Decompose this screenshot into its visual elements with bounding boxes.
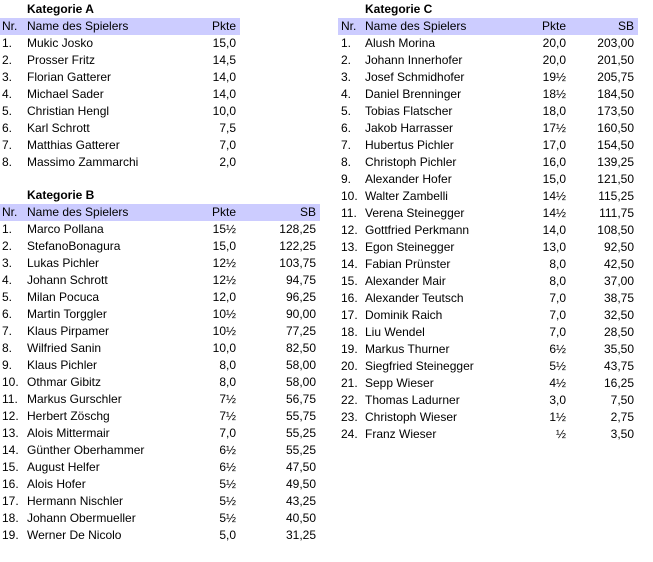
kategorie-c-table [338, 1, 638, 443]
rank-cell: 11. [2, 392, 18, 406]
table-row [338, 358, 638, 375]
player-name-cell: Dominik Raich [365, 308, 443, 322]
table-row [338, 35, 638, 52]
player-name-cell: Lukas Pichler [27, 256, 100, 270]
header-pkte: Pkte [211, 205, 236, 219]
player-name-cell: Markus Thurner [365, 342, 450, 356]
rank-cell: 15. [2, 460, 19, 474]
points-cell: 8,0 [219, 358, 236, 372]
sb-score-cell: 43,25 [285, 494, 316, 508]
table-row [0, 357, 320, 374]
points-cell: 16,0 [542, 155, 566, 169]
header-pkte: Pkte [211, 19, 236, 33]
kategorie-b-header [0, 204, 320, 221]
player-name-cell: Markus Gurschler [27, 392, 122, 406]
table-row [338, 103, 638, 120]
table-row [338, 307, 638, 324]
header-sb: SB [299, 205, 316, 219]
sb-score-cell: 58,00 [285, 375, 316, 389]
rank-cell: 15. [341, 274, 358, 288]
rank-cell: 24. [341, 427, 358, 441]
sb-score-cell: 37,00 [603, 274, 634, 288]
player-name-cell: Christoph Pichler [365, 155, 457, 169]
rank-cell: 5. [2, 104, 13, 118]
player-name-cell: Werner De Nicolo [27, 528, 122, 542]
sb-score-cell: 16,25 [603, 376, 634, 390]
player-name-cell: Milan Pocuca [27, 290, 100, 304]
sb-score-cell: 28,50 [603, 325, 634, 339]
points-cell: 1½ [549, 410, 566, 424]
points-cell: 5½ [219, 494, 236, 508]
points-cell: 15,0 [212, 239, 236, 253]
sb-score-cell: 55,25 [285, 426, 316, 440]
kategorie-b-table [0, 187, 320, 544]
points-cell: 7,5 [219, 121, 236, 135]
header-pkte: Pkte [541, 19, 566, 33]
table-row [0, 272, 320, 289]
sb-score-cell: 205,75 [597, 70, 634, 84]
player-name-cell: Michael Sader [27, 87, 104, 101]
table-row [0, 510, 320, 527]
table-row [338, 222, 638, 239]
player-name-cell: Alois Mittermair [27, 426, 110, 440]
player-name-cell: Fabian Prünster [365, 257, 451, 271]
sb-score-cell: 77,25 [285, 324, 316, 338]
table-row [0, 103, 240, 120]
player-name-cell: Johann Obermueller [27, 511, 136, 525]
rank-cell: 4. [2, 87, 13, 101]
points-cell: 5½ [219, 511, 236, 525]
sb-score-cell: 160,50 [597, 121, 634, 135]
rank-cell: 17. [2, 494, 19, 508]
rank-cell: 7. [341, 138, 352, 152]
points-cell: 10,0 [212, 341, 236, 355]
table-row [0, 323, 320, 340]
table-row [0, 52, 240, 69]
header-name: Name des Spielers [27, 205, 129, 219]
points-cell: 14,0 [542, 223, 566, 237]
sb-score-cell: 56,75 [285, 392, 316, 406]
table-row [0, 69, 240, 86]
player-name-cell: Walter Zambelli [365, 189, 448, 203]
player-name-cell: Josef Schmidhofer [365, 70, 465, 84]
points-cell: 5½ [219, 477, 236, 491]
points-cell: 5,0 [219, 528, 236, 542]
table-row [0, 120, 240, 137]
points-cell: 15½ [212, 222, 236, 236]
rank-cell: 5. [341, 104, 352, 118]
table-row [338, 392, 638, 409]
player-name-cell: Florian Gatterer [27, 70, 112, 84]
points-cell: 6½ [219, 443, 236, 457]
points-cell: 14,0 [212, 70, 236, 84]
points-cell: 14½ [542, 206, 566, 220]
player-name-cell: Karl Schrott [27, 121, 90, 135]
points-cell: 7,0 [549, 291, 566, 305]
rank-cell: 19. [341, 342, 358, 356]
table-row [0, 391, 320, 408]
kategorie-b-title: Kategorie B [27, 188, 95, 202]
table-row [0, 442, 320, 459]
points-cell: 8,0 [549, 257, 566, 271]
sb-score-cell: 7,50 [610, 393, 634, 407]
rank-cell: 1. [341, 36, 352, 50]
table-row [0, 493, 320, 510]
rank-cell: 1. [2, 222, 13, 236]
points-cell: 10½ [212, 324, 236, 338]
sb-score-cell: 40,50 [285, 511, 316, 525]
sb-score-cell: 38,75 [603, 291, 634, 305]
player-name-cell: Hubertus Pichler [365, 138, 454, 152]
sb-score-cell: 108,50 [597, 223, 634, 237]
table-row [338, 137, 638, 154]
points-cell: 8,0 [549, 274, 566, 288]
table-row [0, 527, 320, 544]
sb-score-cell: 82,50 [285, 341, 316, 355]
player-name-cell: Herbert Zöschg [27, 409, 110, 423]
rank-cell: 3. [2, 70, 13, 84]
player-name-cell: Alexander Mair [365, 274, 446, 288]
player-name-cell: Othmar Gibitz [27, 375, 102, 389]
kategorie-c-title: Kategorie C [365, 2, 433, 16]
player-name-cell: Massimo Zammarchi [27, 155, 139, 169]
sb-score-cell: 128,25 [279, 222, 316, 236]
player-name-cell: Günther Oberhammer [27, 443, 145, 457]
rank-cell: 16. [341, 291, 358, 305]
table-row [338, 188, 638, 205]
sb-score-cell: 32,50 [603, 308, 634, 322]
player-name-cell: Gottfried Perkmann [365, 223, 470, 237]
points-cell: 6½ [219, 460, 236, 474]
sb-score-cell: 103,75 [279, 256, 316, 270]
table-row [0, 459, 320, 476]
table-row [0, 306, 320, 323]
table-row [338, 341, 638, 358]
table-row [0, 255, 320, 272]
kategorie-a-rows [0, 35, 240, 171]
table-row [0, 137, 240, 154]
player-name-cell: Matthias Gatterer [27, 138, 120, 152]
table-row [338, 256, 638, 273]
points-cell: 18,0 [542, 104, 566, 118]
sb-score-cell: 94,75 [285, 273, 316, 287]
points-cell: 8,0 [219, 375, 236, 389]
player-name-cell: Johann Innerhofer [365, 53, 463, 67]
player-name-cell: StefanoBonagura [27, 239, 121, 253]
table-row [0, 35, 240, 52]
sb-score-cell: 90,00 [285, 307, 316, 321]
sb-score-cell: 121,50 [597, 172, 634, 186]
points-cell: 13,0 [542, 240, 566, 254]
points-cell: 18½ [542, 87, 566, 101]
table-row [0, 408, 320, 425]
sb-score-cell: 96,25 [285, 290, 316, 304]
rank-cell: 14. [2, 443, 19, 457]
points-cell: 10½ [212, 307, 236, 321]
rank-cell: 20. [341, 359, 358, 373]
table-row [338, 239, 638, 256]
points-cell: 20,0 [542, 53, 566, 67]
player-name-cell: Franz Wieser [365, 427, 437, 441]
table-row [338, 426, 638, 443]
rank-cell: 7. [2, 138, 13, 152]
points-cell: 15,0 [542, 172, 566, 186]
rank-cell: 21. [341, 376, 358, 390]
sb-score-cell: 154,50 [597, 138, 634, 152]
sb-score-cell: 31,25 [285, 528, 316, 542]
rank-cell: 6. [2, 121, 13, 135]
table-row [338, 154, 638, 171]
player-name-cell: August Helfer [27, 460, 100, 474]
rank-cell: 11. [341, 206, 357, 220]
table-row [0, 154, 240, 171]
player-name-cell: Alush Morina [365, 36, 436, 50]
table-row [0, 476, 320, 493]
sb-score-cell: 173,50 [597, 104, 634, 118]
player-name-cell: Alexander Teutsch [365, 291, 464, 305]
header-nr: Nr. [2, 205, 18, 219]
points-cell: 7,0 [549, 308, 566, 322]
table-row [338, 290, 638, 307]
sb-score-cell: 42,50 [603, 257, 634, 271]
rank-cell: 3. [341, 70, 352, 84]
table-row [0, 425, 320, 442]
sb-score-cell: 2,75 [610, 410, 634, 424]
sb-score-cell: 92,50 [603, 240, 634, 254]
points-cell: 20,0 [542, 36, 566, 50]
rank-cell: 4. [341, 87, 352, 101]
sb-score-cell: 43,75 [603, 359, 634, 373]
sb-score-cell: 3,50 [610, 427, 634, 441]
rank-cell: 6. [2, 307, 13, 321]
table-row [338, 120, 638, 137]
rank-cell: 2. [2, 239, 13, 253]
kategorie-a-title: Kategorie A [27, 2, 94, 16]
player-name-cell: Alois Hofer [27, 477, 86, 491]
player-name-cell: Liu Wendel [365, 325, 425, 339]
player-name-cell: Wilfried Sanin [27, 341, 102, 355]
player-name-cell: Egon Steinegger [365, 240, 455, 254]
rank-cell: 19. [2, 528, 19, 542]
points-cell: 14,5 [212, 53, 236, 67]
sb-score-cell: 139,25 [597, 155, 634, 169]
player-name-cell: Klaus Pichler [27, 358, 98, 372]
sb-score-cell: 203,00 [597, 36, 634, 50]
points-cell: 14½ [542, 189, 566, 203]
table-row [338, 171, 638, 188]
points-cell: 15,0 [212, 36, 236, 50]
rank-cell: 13. [341, 240, 358, 254]
points-cell: 5½ [549, 359, 566, 373]
rank-cell: 3. [2, 256, 13, 270]
kategorie-a-table [0, 1, 240, 171]
player-name-cell: Mukic Josko [27, 36, 94, 50]
table-row [338, 324, 638, 341]
kategorie-a-header [0, 18, 240, 35]
player-name-cell: Klaus Pirpamer [27, 324, 110, 338]
rank-cell: 10. [341, 189, 358, 203]
header-name: Name des Spielers [365, 19, 467, 33]
sb-score-cell: 184,50 [597, 87, 634, 101]
points-cell: 6½ [549, 342, 566, 356]
points-cell: 17,0 [542, 138, 566, 152]
points-cell: 7½ [219, 392, 236, 406]
rank-cell: 4. [2, 273, 13, 287]
table-row [0, 221, 320, 238]
table-row [338, 69, 638, 86]
rank-cell: 10. [2, 375, 19, 389]
player-name-cell: Christian Hengl [27, 104, 110, 118]
table-row [0, 289, 320, 306]
kategorie-c-rows [338, 35, 638, 443]
sb-score-cell: 55,25 [285, 443, 316, 457]
points-cell: 7,0 [549, 325, 566, 339]
player-name-cell: Marco Pollana [27, 222, 104, 236]
rank-cell: 22. [341, 393, 358, 407]
rank-cell: 2. [2, 53, 13, 67]
table-row [338, 273, 638, 290]
player-name-cell: Verena Steinegger [365, 206, 465, 220]
rank-cell: 14. [341, 257, 358, 271]
table-row [338, 409, 638, 426]
rank-cell: 2. [341, 53, 352, 67]
table-row [0, 238, 320, 255]
points-cell: 17½ [542, 121, 566, 135]
rank-cell: 18. [341, 325, 358, 339]
table-row [338, 86, 638, 103]
player-name-cell: Martin Torggler [27, 307, 107, 321]
rank-cell: 12. [2, 409, 19, 423]
table-row [0, 340, 320, 357]
points-cell: 7,0 [219, 426, 236, 440]
header-nr: Nr. [2, 19, 18, 33]
sb-score-cell: 47,50 [285, 460, 316, 474]
rank-cell: 9. [341, 172, 352, 186]
points-cell: 19½ [542, 70, 566, 84]
sb-score-cell: 111,75 [599, 206, 634, 220]
points-cell: 2,0 [219, 155, 236, 169]
rank-cell: 6. [341, 121, 352, 135]
kategorie-b-rows [0, 221, 320, 544]
player-name-cell: Tobias Flatscher [365, 104, 453, 118]
rank-cell: 17. [341, 308, 358, 322]
header-sb: SB [617, 19, 634, 33]
sb-score-cell: 115,25 [598, 189, 634, 203]
points-cell: 12½ [212, 273, 236, 287]
rank-cell: 13. [2, 426, 19, 440]
player-name-cell: Prosser Fritz [27, 53, 96, 67]
points-cell: 12½ [212, 256, 236, 270]
sb-score-cell: 201,50 [597, 53, 634, 67]
points-cell: 12,0 [212, 290, 236, 304]
rank-cell: 23. [341, 410, 358, 424]
kategorie-c-header [338, 18, 638, 35]
rank-cell: 5. [2, 290, 13, 304]
table-row [338, 205, 638, 222]
player-name-cell: Alexander Hofer [365, 172, 452, 186]
rank-cell: 18. [2, 511, 19, 525]
points-cell: 14,0 [212, 87, 236, 101]
header-nr: Nr. [341, 19, 357, 33]
points-cell: ½ [555, 427, 566, 441]
table-row [0, 86, 240, 103]
header-name: Name des Spielers [27, 19, 129, 33]
sb-score-cell: 122,25 [279, 239, 316, 253]
player-name-cell: Daniel Brenninger [365, 87, 462, 101]
rank-cell: 9. [2, 358, 13, 372]
sb-score-cell: 35,50 [603, 342, 634, 356]
rank-cell: 8. [2, 341, 13, 355]
rank-cell: 8. [2, 155, 13, 169]
rank-cell: 16. [2, 477, 19, 491]
rank-cell: 7. [2, 324, 13, 338]
player-name-cell: Thomas Ladurner [365, 393, 460, 407]
points-cell: 10,0 [212, 104, 236, 118]
rank-cell: 8. [341, 155, 352, 169]
player-name-cell: Sepp Wieser [365, 376, 434, 390]
player-name-cell: Christoph Wieser [365, 410, 458, 424]
table-row [338, 375, 638, 392]
rank-cell: 12. [341, 223, 358, 237]
table-row [338, 52, 638, 69]
points-cell: 7,0 [219, 138, 236, 152]
sb-score-cell: 49,50 [285, 477, 316, 491]
sb-score-cell: 55,75 [285, 409, 316, 423]
sb-score-cell: 58,00 [285, 358, 316, 372]
points-cell: 4½ [549, 376, 566, 390]
player-name-cell: Johann Schrott [27, 273, 108, 287]
rank-cell: 1. [2, 36, 13, 50]
points-cell: 7½ [219, 409, 236, 423]
table-row [0, 374, 320, 391]
player-name-cell: Siegfried Steinegger [365, 359, 474, 373]
player-name-cell: Jakob Harrasser [365, 121, 454, 135]
player-name-cell: Hermann Nischler [27, 494, 124, 508]
points-cell: 3,0 [549, 393, 566, 407]
